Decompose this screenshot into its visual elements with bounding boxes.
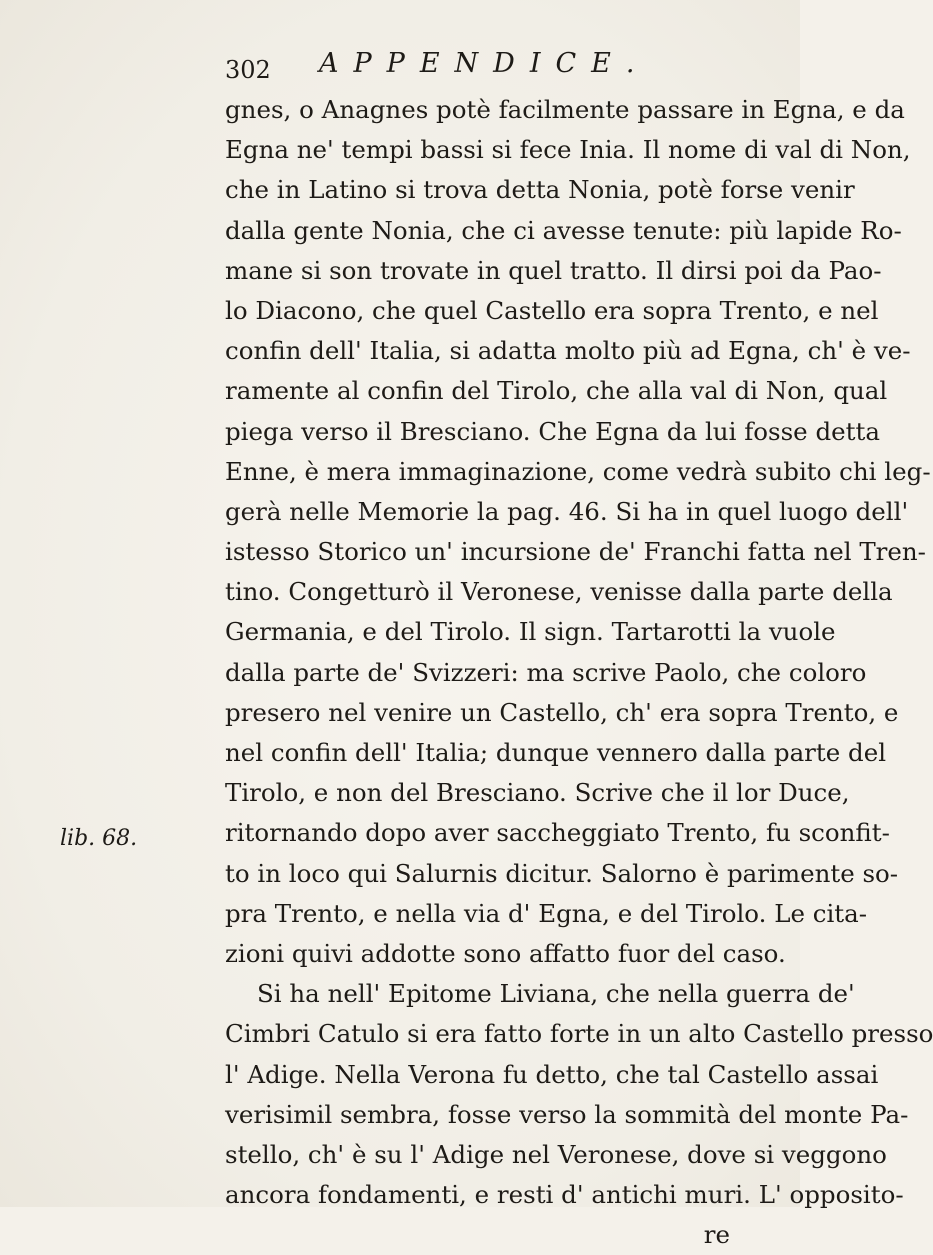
text-line: dalla parte de' Svizzeri: ma scrive Paolo, che coloro (225, 657, 867, 687)
text-line: tino. Congetturò il Veronese, venisse dalla parte della (225, 577, 893, 607)
text-line: pra Trento, e nella via d' Egna, e del Tirolo. Le cita- (225, 898, 868, 928)
text-line: Enne, è mera immaginazione, come vedrà subito chi leg- (225, 456, 931, 486)
text-line: mane si son trovate in quel tratto. Il dirsi poi da Pao- (225, 255, 882, 285)
text-line: lo Diacono, che quel Castello era sopra Trento, e nel (225, 295, 879, 325)
text-line: ramente al confin del Tirolo, che alla val di Non, qual (225, 376, 888, 406)
text-line: presero nel venire un Castello, ch' era sopra Trento, e (225, 697, 899, 727)
text-line: ancora fondamenti, e resti d' antichi muri. L' opposito- (225, 1180, 904, 1210)
text-line: zioni quivi addotte sono affatto fuor del caso. (225, 938, 786, 968)
text-line: gnes, o Anagnes potè facilmente passare in Egna, e da (225, 95, 905, 124)
text-line: nel confin dell' Italia; dunque vennero dalla parte del (225, 738, 887, 767)
text-line: stello, ch' è su l' Adige nel Veronese, dove si veggono (225, 1139, 887, 1169)
text-line: Cimbri Catulo si era fatto forte in un alto Castello presso (225, 1019, 933, 1049)
page-number: 302 (225, 56, 271, 84)
text-line: piega verso il Bresciano. Che Egna da lui fosse detta (225, 416, 880, 446)
text-line: Germania, e del Tirolo. Il sign. Tartarotti la vuole (225, 617, 836, 647)
text-line: che in Latino si trova detta Nonia, potè forse venir (225, 175, 855, 205)
text-line: gerà nelle Memorie la pag. 46. Si ha in quel luogo dell' (225, 496, 909, 526)
text-line: l' Adige. Nella Verona fu detto, che tal Castello assai (225, 1059, 879, 1089)
text-line: confin dell' Italia, si adatta molto più ad Egna, ch' è ve- (225, 336, 911, 366)
text-line: verisimil sembra, fosse verso la sommità del monte Pa- (225, 1099, 909, 1129)
text-line: Si ha nell' Epitome Liviana, che nella guerra de' (257, 979, 855, 1009)
text-line: Egna ne' tempi bassi si fece Inia. Il nome di val di Non, (225, 135, 911, 165)
page-header (225, 48, 730, 88)
body-text (225, 90, 933, 1255)
text-line: istesso Storico un' incursione de' Franchi fatta nel Tren- (225, 537, 926, 567)
catchword: re (703, 1220, 730, 1250)
text-line: ritornando dopo aver saccheggiato Trento, fu sconfit- (225, 818, 890, 848)
text-line: Tirolo, e non del Bresciano. Scrive che il lor Duce, (225, 778, 850, 808)
text-line: dalla gente Nonia, che ci avesse tenute: più lapide Ro- (225, 215, 902, 245)
text-line: to in loco qui Salurnis dicitur. Salorno è parimente so- (225, 858, 899, 888)
margin-note: lib. 68. (60, 826, 138, 851)
running-title: APPENDICE. (319, 48, 650, 79)
